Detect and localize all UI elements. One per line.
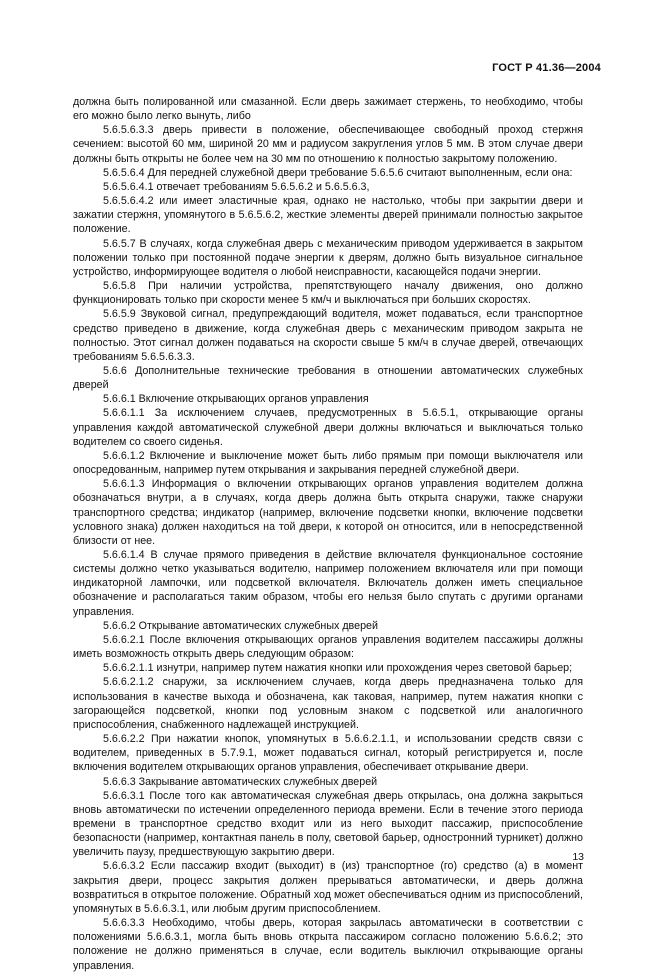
paragraph: 5.6.5.6.4.2 или имеет эластичные края, однако не настолько, чтобы при закрытии двери и зажатии стержня, упомянутого в 5.6.5.6.2, жесткие элементы дверей принимали полностью закрытое положение.: [73, 195, 583, 236]
paragraph: 5.6.5.7 В случаях, когда служебная дверь с механическим приводом удерживается в закрытом положении только при постоянной подаче энергии к дверям, должно быть визуальное сигнальное устройство, информирующее водителя о любой неисправности, касающейся подачи энергии.: [73, 237, 583, 278]
paragraph: должна быть полированной или смазанной. Если дверь зажимает стержень, то необходимо, чтобы его можно было легко вынуть, либо: [73, 96, 583, 123]
paragraph: 5.6.6.3 Закрывание автоматических служебных дверей: [103, 775, 378, 788]
paragraph: 5.6.6.2.1.1 изнутри, например путем нажатия кнопки или прохождения через световой барьер;: [103, 662, 573, 675]
paragraph: 5.6.6.2 Открывание автоматических служебных дверей: [103, 619, 378, 632]
page-number: 13: [572, 851, 584, 863]
paragraph: 5.6.6.2.2 При нажатии кнопок, упомянутых в 5.6.6.2.1.1, и использовании средств связи с водителем, приведенных в 5.7.9.1, может подаваться сигнал, который регистрируется и, после включения водителем открывающих органов управления, обеспечивает открывание двери.: [73, 733, 583, 774]
paragraph: 5.6.5.6.4 Для передней служебной двери требование 5.6.5.6 считают выполненным, если она:: [103, 166, 573, 179]
paragraph: 5.6.5.6.4.1 отвечает требованиям 5.6.5.6.2 и 5.6.5.6.3,: [103, 180, 370, 193]
paragraph: 5.6.6.3.1 После того как автоматическая служебная дверь открылась, она должна закрыться вновь автоматически по истечении определенного периода времени. Если в течение этого периода времени в транспортное средство входит или из него выходит пассажир, приспособление безопасности (например, контактная панель в полу, световой барьер, одностронний турникет) должно увеличить паузу, предшествующую закрытию двери.: [73, 789, 583, 859]
paragraph: 5.6.6.2.1 После включения открывающих органов управления водителем пассажиры должны иметь возможность открыть дверь следующим образом:: [73, 633, 583, 661]
paragraph: 5.6.6 Дополнительные технические требования в отношении автоматических служебных дверей: [73, 364, 583, 392]
paragraph: 5.6.6.3.2 Если пассажир входит (выходит) в (из) транспортное (го) средство (а) в момент закрытия двери, процесс закрытия должен прерываться автоматически, и дверь должна возвратиться в открытое положение. Обратный ход может обеспечиваться одним из приспособлений, упомянутых в 5.6.6.3.1, или любым другим приспособлением.: [73, 860, 583, 915]
paragraph: 5.6.6.2.1.2 снаружи, за исключением случаев, когда дверь предназначена только для использования в качестве выхода и обозначена, как таковая, например, путем нажатия кнопки с загорающейся подсветкой, кнопки под условным знаком с подсветкой или аналогичного приспособления, снабженного надлежащей инструкцией.: [73, 676, 583, 731]
document-body: [73, 95, 583, 973]
paragraph: 5.6.6.1.2 Включение и выключение может быть либо прямым при помощи выключателя или опосредованным, например путем открывания и закрывания передней служебной двери.: [73, 449, 583, 477]
document-code-header: ГОСТ Р 41.36—2004: [492, 62, 601, 74]
paragraph: 5.6.6.1.1 За исключением случаев, предусмотренных в 5.6.5.1, открывающие органы управления каждой автоматической служебной двери должны включаться и выключаться только водителем со своего сиденья.: [73, 407, 583, 448]
paragraph: 5.6.6.1.4 В случае прямого приведения в действие включателя функциональное состояние системы должно четко указываться водителю, например положением включателя или при помощи индикаторной лампочки, или подсветкой включателя. Включатель должен иметь специальное обозначение и располагаться таким образом, чтобы его нельзя было спутать с другими органами управления.: [73, 549, 583, 618]
paragraph: 5.6.5.9 Звуковой сигнал, предупреждающий водителя, может подаваться, если транспортное средство приведено в движение, когда служебная дверь с механическим приводом закрыта не полностью. Этот сигнал должен подаваться на скорости свыше 5 км/ч в случае дверей, отвечающих требованиям 5.6.5.6.3.3.: [73, 308, 583, 363]
paragraph: 5.6.5.8 При наличии устройства, препятствующего началу движения, оно должно функционировать только при скорости менее 5 км/ч и выключаться при больших скоростях.: [73, 280, 583, 307]
paragraph: 5.6.6.3.3 Необходимо, чтобы дверь, которая закрылась автоматически в соответствии с положениями 5.6.6.3.1, могла быть вновь открыта пассажиром согласно положению 5.6.6.2; это положение не должно применяться в случае, если водитель выключил открывающие органы управления.: [73, 917, 583, 972]
paragraph: 5.6.5.6.3.3 дверь привести в положение, обеспечивающее свободный проход стержня сечением: высотой 60 мм, шириной 20 мм и радиусом закругления углов 5 мм. В этом случае двери должны быть открыты не более чем на 30 мм по отношению к полностью закрытому положению.: [73, 124, 583, 165]
paragraph: 5.6.6.1 Включение открывающих органов управления: [103, 393, 369, 406]
paragraph: 5.6.6.1.3 Информация о включении открывающих органов управления водителем должна обозначаться внутри, а в случаях, когда дверь должна быть открыта снаружи, также снаружи транспортного средства; индикатор (например, включение подсветки кнопки, включение подсветки условного знака) должен находиться на той двери, к которой он относится, или в непосредственной близости от нее.: [73, 478, 583, 547]
